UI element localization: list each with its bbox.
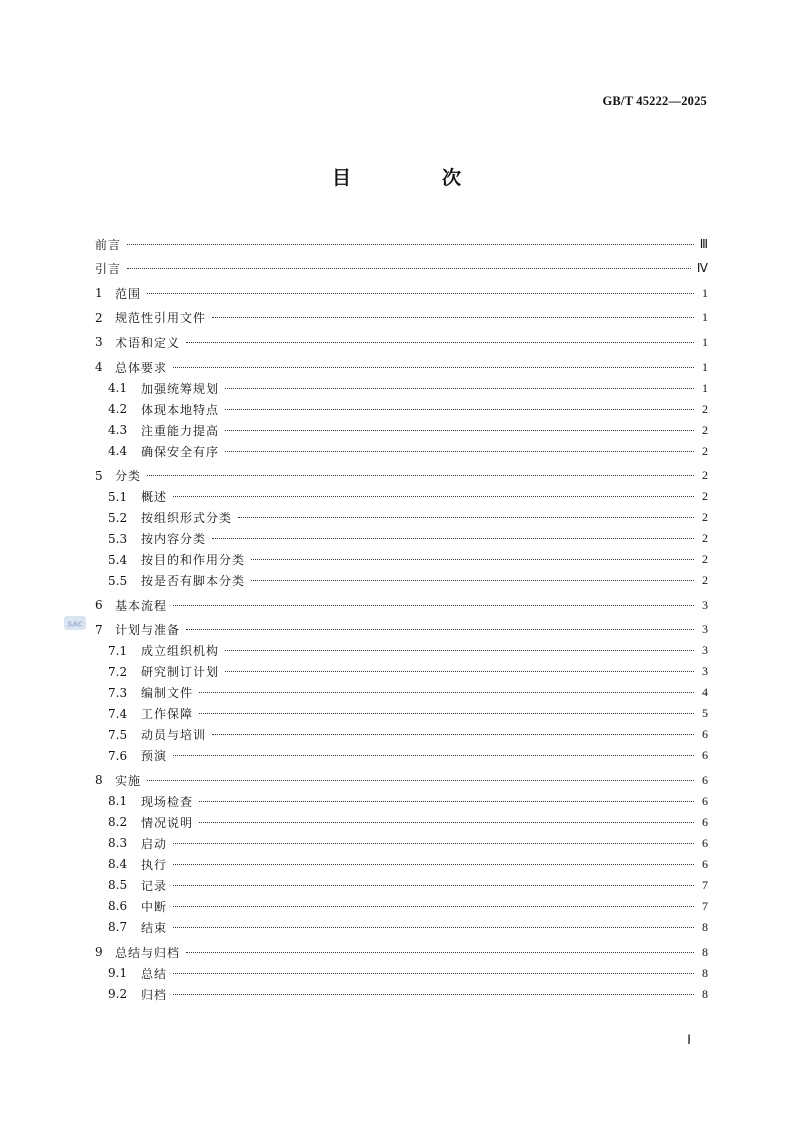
toc-entry-page: 1 (702, 310, 708, 325)
dot-leader (147, 475, 694, 476)
toc-entry-page: 1 (702, 380, 708, 395)
page-title: 目 次 (331, 167, 497, 189)
toc-entry-page: 3 (702, 664, 708, 679)
toc-entry-page: 2 (702, 489, 708, 504)
toc-entry-page: 2 (702, 401, 708, 416)
dot-leader (225, 451, 694, 452)
toc-entry[interactable] (95, 465, 708, 486)
toc-entry-page: 6 (702, 748, 708, 763)
toc-entry[interactable] (95, 770, 708, 791)
dot-leader (199, 801, 694, 802)
toc-entry[interactable] (95, 307, 708, 328)
toc-entry-number: 4 (95, 360, 103, 375)
toc-entry-page: 4 (702, 685, 708, 700)
dot-leader (238, 517, 694, 518)
toc-entry-number: 8 (95, 773, 103, 788)
toc-entry-page: 8 (702, 986, 708, 1001)
toc-entry[interactable] (95, 595, 708, 616)
dot-leader (127, 268, 691, 269)
toc-entry-number: 7 (95, 622, 103, 637)
dot-leader (173, 906, 694, 907)
toc-entry-label: 结束 (141, 920, 168, 935)
dot-leader (173, 973, 694, 974)
toc-entry-label: 按组织形式分类 (141, 511, 233, 526)
toc-entry[interactable] (95, 378, 708, 399)
toc-entry-page: Ⅲ (699, 236, 708, 251)
toc-entry-number: 8.4 (108, 857, 128, 872)
dot-leader (225, 409, 694, 410)
dot-leader (199, 692, 694, 693)
toc-entry[interactable] (95, 833, 708, 854)
dot-leader (186, 952, 694, 953)
toc-entry-page: 6 (702, 772, 708, 787)
toc-entry[interactable] (95, 812, 708, 833)
dot-leader (147, 780, 694, 781)
toc-entry-number: 5.3 (108, 531, 128, 546)
dot-leader (225, 388, 694, 389)
toc-entry-number: 8.7 (108, 920, 128, 935)
toc-entry-page: 6 (702, 793, 708, 808)
dot-leader (173, 605, 694, 606)
toc-entry[interactable] (95, 399, 708, 420)
toc-entry-label: 情况说明 (141, 815, 194, 830)
dot-leader (225, 671, 694, 672)
toc-entry-page: 2 (702, 422, 708, 437)
toc-entry-number: 4.2 (108, 402, 128, 417)
toc-entry-label: 加强统筹规划 (141, 381, 220, 396)
toc-entry-number: 7.4 (108, 706, 128, 721)
toc-entry-number: 9.2 (108, 987, 128, 1002)
toc-entry-page: 7 (702, 877, 708, 892)
toc-entry[interactable] (95, 745, 708, 766)
toc-entry-number: 7.1 (108, 643, 128, 658)
toc-entry[interactable] (95, 507, 708, 528)
toc-entry-page: 6 (702, 814, 708, 829)
toc-entry-number: 8.2 (108, 815, 128, 830)
toc-entry-label: 确保安全有序 (141, 444, 220, 459)
toc-entry-page: Ⅳ (696, 261, 708, 276)
toc-entry-page: 3 (702, 597, 708, 612)
toc-entry-page: 1 (702, 359, 708, 374)
dot-leader (173, 367, 694, 368)
toc-entry-page: 6 (702, 835, 708, 850)
toc-entry-label: 按内容分类 (141, 532, 207, 547)
dot-leader (173, 994, 694, 995)
toc-entry-number: 8.5 (108, 878, 128, 893)
toc-entry-label: 引言 (95, 262, 122, 277)
toc-entry[interactable] (95, 441, 708, 462)
toc-entry[interactable] (95, 570, 708, 591)
toc-entry-label: 分类 (115, 469, 142, 484)
toc-entry-label: 现场检查 (141, 794, 194, 809)
toc-entry[interactable] (95, 420, 708, 441)
toc-entry-page: 2 (702, 468, 708, 483)
toc-entry-label: 工作保障 (141, 707, 194, 722)
toc-entry[interactable] (95, 528, 708, 549)
toc-entry-page: 8 (702, 965, 708, 980)
sac-watermark-logo (63, 614, 87, 632)
toc-entry-number: 5.2 (108, 510, 128, 525)
toc-entry[interactable] (95, 357, 708, 378)
toc-entry[interactable] (95, 942, 708, 963)
toc-entry-label: 按是否有脚本分类 (141, 574, 246, 589)
toc-entry[interactable] (95, 486, 708, 507)
toc-entry-label: 动员与培训 (141, 728, 207, 743)
table-of-contents (95, 230, 708, 1005)
toc-entry-number: 8.3 (108, 836, 128, 851)
dot-leader (173, 496, 694, 497)
toc-entry-page: 2 (702, 510, 708, 525)
toc-entry-label: 执行 (141, 857, 168, 872)
toc-entry[interactable] (95, 332, 708, 353)
toc-entry-number: 7.5 (108, 727, 128, 742)
dot-leader (199, 822, 694, 823)
toc-entry[interactable] (95, 640, 708, 661)
toc-entry[interactable] (95, 549, 708, 570)
toc-entry-label: 编制文件 (141, 686, 194, 701)
toc-entry-number: 7.2 (108, 664, 128, 679)
toc-entry[interactable] (95, 724, 708, 745)
dot-leader (212, 538, 694, 539)
toc-entry-page: 6 (702, 856, 708, 871)
toc-entry-number: 7.6 (108, 748, 128, 763)
toc-entry-label: 规范性引用文件 (115, 311, 207, 326)
toc-entry[interactable] (95, 963, 708, 984)
toc-entry-label: 实施 (115, 773, 142, 788)
toc-entry-label: 计划与准备 (115, 623, 181, 638)
dot-leader (147, 293, 694, 294)
toc-entry-number: 6 (95, 598, 103, 613)
toc-entry[interactable] (95, 896, 708, 917)
toc-entry-label: 前言 (95, 237, 122, 252)
toc-entry-number: 4.4 (108, 444, 128, 459)
toc-entry-page: 2 (702, 552, 708, 567)
toc-entry[interactable] (95, 875, 708, 896)
toc-entry-number: 5.1 (108, 489, 128, 504)
toc-entry-label: 基本流程 (115, 598, 168, 613)
toc-entry-page: 1 (702, 285, 708, 300)
dot-leader (173, 885, 694, 886)
toc-entry[interactable] (95, 619, 708, 640)
dot-leader (186, 342, 694, 343)
dot-leader (225, 430, 694, 431)
toc-entry-page: 5 (702, 706, 708, 721)
toc-entry-label: 范围 (115, 286, 142, 301)
toc-entry-page: 7 (702, 898, 708, 913)
toc-entry-label: 总结 (141, 966, 168, 981)
toc-entry-page: 1 (702, 334, 708, 349)
page-folio: Ⅰ (687, 1032, 691, 1047)
toc-entry-number: 3 (95, 335, 103, 350)
dot-leader (173, 843, 694, 844)
toc-entry-label: 成立组织机构 (141, 644, 220, 659)
watermark-text: SAC (67, 620, 83, 629)
toc-entry-label: 总结与归档 (115, 945, 181, 960)
toc-entry-page: 2 (702, 573, 708, 588)
dot-leader (251, 559, 694, 560)
toc-entry-label: 记录 (141, 878, 168, 893)
toc-entry-number: 1 (95, 286, 103, 301)
toc-entry-label: 总体要求 (115, 360, 168, 375)
toc-entry-label: 概述 (141, 490, 168, 505)
dot-leader (199, 713, 694, 714)
dot-leader (212, 317, 694, 318)
toc-entry[interactable] (95, 703, 708, 724)
toc-entry-label: 术语和定义 (115, 335, 181, 350)
toc-entry-page: 3 (702, 622, 708, 637)
toc-entry-page: 8 (702, 944, 708, 959)
toc-entry-label: 体现本地特点 (141, 402, 220, 417)
toc-entry-label: 中断 (141, 899, 168, 914)
toc-entry[interactable] (95, 791, 708, 812)
toc-entry[interactable] (95, 682, 708, 703)
dot-leader (127, 244, 694, 245)
standard-code: GB/T 45222—2025 (602, 94, 707, 108)
toc-entry-label: 预演 (141, 749, 168, 764)
toc-entry-page: 2 (702, 443, 708, 458)
toc-entry-page: 8 (702, 919, 708, 934)
toc-entry-number: 2 (95, 310, 103, 325)
dot-leader (251, 580, 694, 581)
toc-entry-page: 3 (702, 643, 708, 658)
toc-entry-number: 9.1 (108, 966, 128, 981)
toc-entry-page: 6 (702, 727, 708, 742)
dot-leader (173, 755, 694, 756)
toc-entry-number: 5 (95, 468, 103, 483)
toc-entry-number: 8.1 (108, 794, 128, 809)
toc-entry[interactable] (95, 258, 708, 279)
toc-entry-label: 注重能力提高 (141, 423, 220, 438)
toc-entry-page: 2 (702, 531, 708, 546)
toc-entry-number: 5.5 (108, 573, 128, 588)
toc-entry[interactable] (95, 234, 708, 255)
toc-entry[interactable] (95, 984, 708, 1005)
toc-entry-number: 5.4 (108, 552, 128, 567)
toc-entry-number: 4.1 (108, 381, 128, 396)
dot-leader (225, 650, 694, 651)
toc-entry-number: 7.3 (108, 685, 128, 700)
dot-leader (212, 734, 694, 735)
toc-entry-label: 按目的和作用分类 (141, 553, 246, 568)
toc-entry-number: 4.3 (108, 423, 128, 438)
toc-entry[interactable] (95, 283, 708, 304)
dot-leader (173, 927, 694, 928)
toc-entry-number: 9 (95, 945, 103, 960)
toc-entry-number: 8.6 (108, 899, 128, 914)
dot-leader (186, 629, 694, 630)
toc-entry-label: 归档 (141, 987, 168, 1002)
toc-entry-label: 研究制订计划 (141, 665, 220, 680)
toc-entry[interactable] (95, 854, 708, 875)
toc-entry-label: 启动 (141, 836, 168, 851)
toc-entry[interactable] (95, 917, 708, 938)
dot-leader (173, 864, 694, 865)
toc-entry[interactable] (95, 661, 708, 682)
